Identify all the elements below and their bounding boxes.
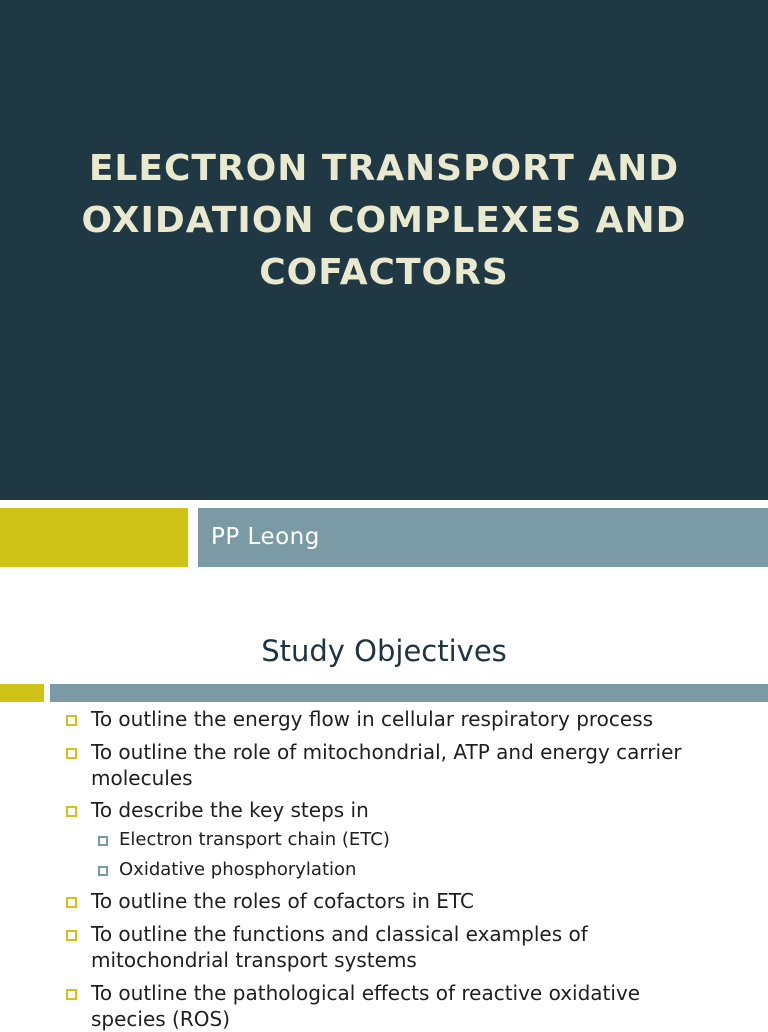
square-bullet-icon xyxy=(66,897,77,908)
objective-text: To describe the key steps in xyxy=(91,798,369,822)
sub-objective-text: Oxidative phosphorylation xyxy=(119,859,357,880)
objective-text xyxy=(91,921,746,973)
objective-text: To outline the roles of cofactors in ETC xyxy=(91,889,474,913)
sub-objective-item xyxy=(98,858,748,882)
objectives-heading: Study Objectives xyxy=(261,634,507,668)
sub-objective-text: Electron transport chain (ETC) xyxy=(119,829,390,850)
objective-text-line: molecules xyxy=(91,766,193,790)
square-sub-bullet-icon xyxy=(98,866,108,876)
sub-objective-item xyxy=(98,828,748,852)
accent-band-yellow xyxy=(0,508,188,567)
heading-accent-yellow xyxy=(0,684,44,702)
objective-text xyxy=(91,739,746,791)
title-panel xyxy=(0,0,768,500)
title-line-3: COFACTORS xyxy=(259,252,509,293)
objective-text-line: mitochondrial transport systems xyxy=(91,948,417,972)
square-bullet-icon xyxy=(66,748,77,759)
slide-title xyxy=(40,143,728,299)
objective-text-line: To outline the role of mitochondrial, ATP and energy carrier xyxy=(91,740,682,764)
objective-text: To outline the energy flow in cellular respiratory process xyxy=(91,707,654,731)
square-bullet-icon xyxy=(66,930,77,941)
title-line-2: OXIDATION COMPLEXES AND xyxy=(81,200,687,241)
square-bullet-icon xyxy=(66,806,77,817)
objective-item xyxy=(66,980,746,1032)
title-line-1: ELECTRON TRANSPORT AND xyxy=(88,148,680,189)
square-bullet-icon xyxy=(66,989,77,1000)
objective-item xyxy=(66,888,746,914)
heading-accent-steel xyxy=(50,684,768,702)
objective-text-line: To outline the pathological effects of reactive oxidative xyxy=(91,981,641,1005)
square-bullet-icon xyxy=(66,715,77,726)
square-sub-bullet-icon xyxy=(98,836,108,846)
objective-item xyxy=(66,797,746,823)
objective-item xyxy=(66,921,746,973)
objective-text xyxy=(91,980,746,1032)
objective-text-line: To outline the functions and classical examples of xyxy=(91,922,588,946)
objective-text-line: species (ROS) xyxy=(91,1007,230,1031)
author-name: PP Leong xyxy=(211,524,320,550)
objective-item xyxy=(66,706,746,732)
objective-item xyxy=(66,739,746,791)
